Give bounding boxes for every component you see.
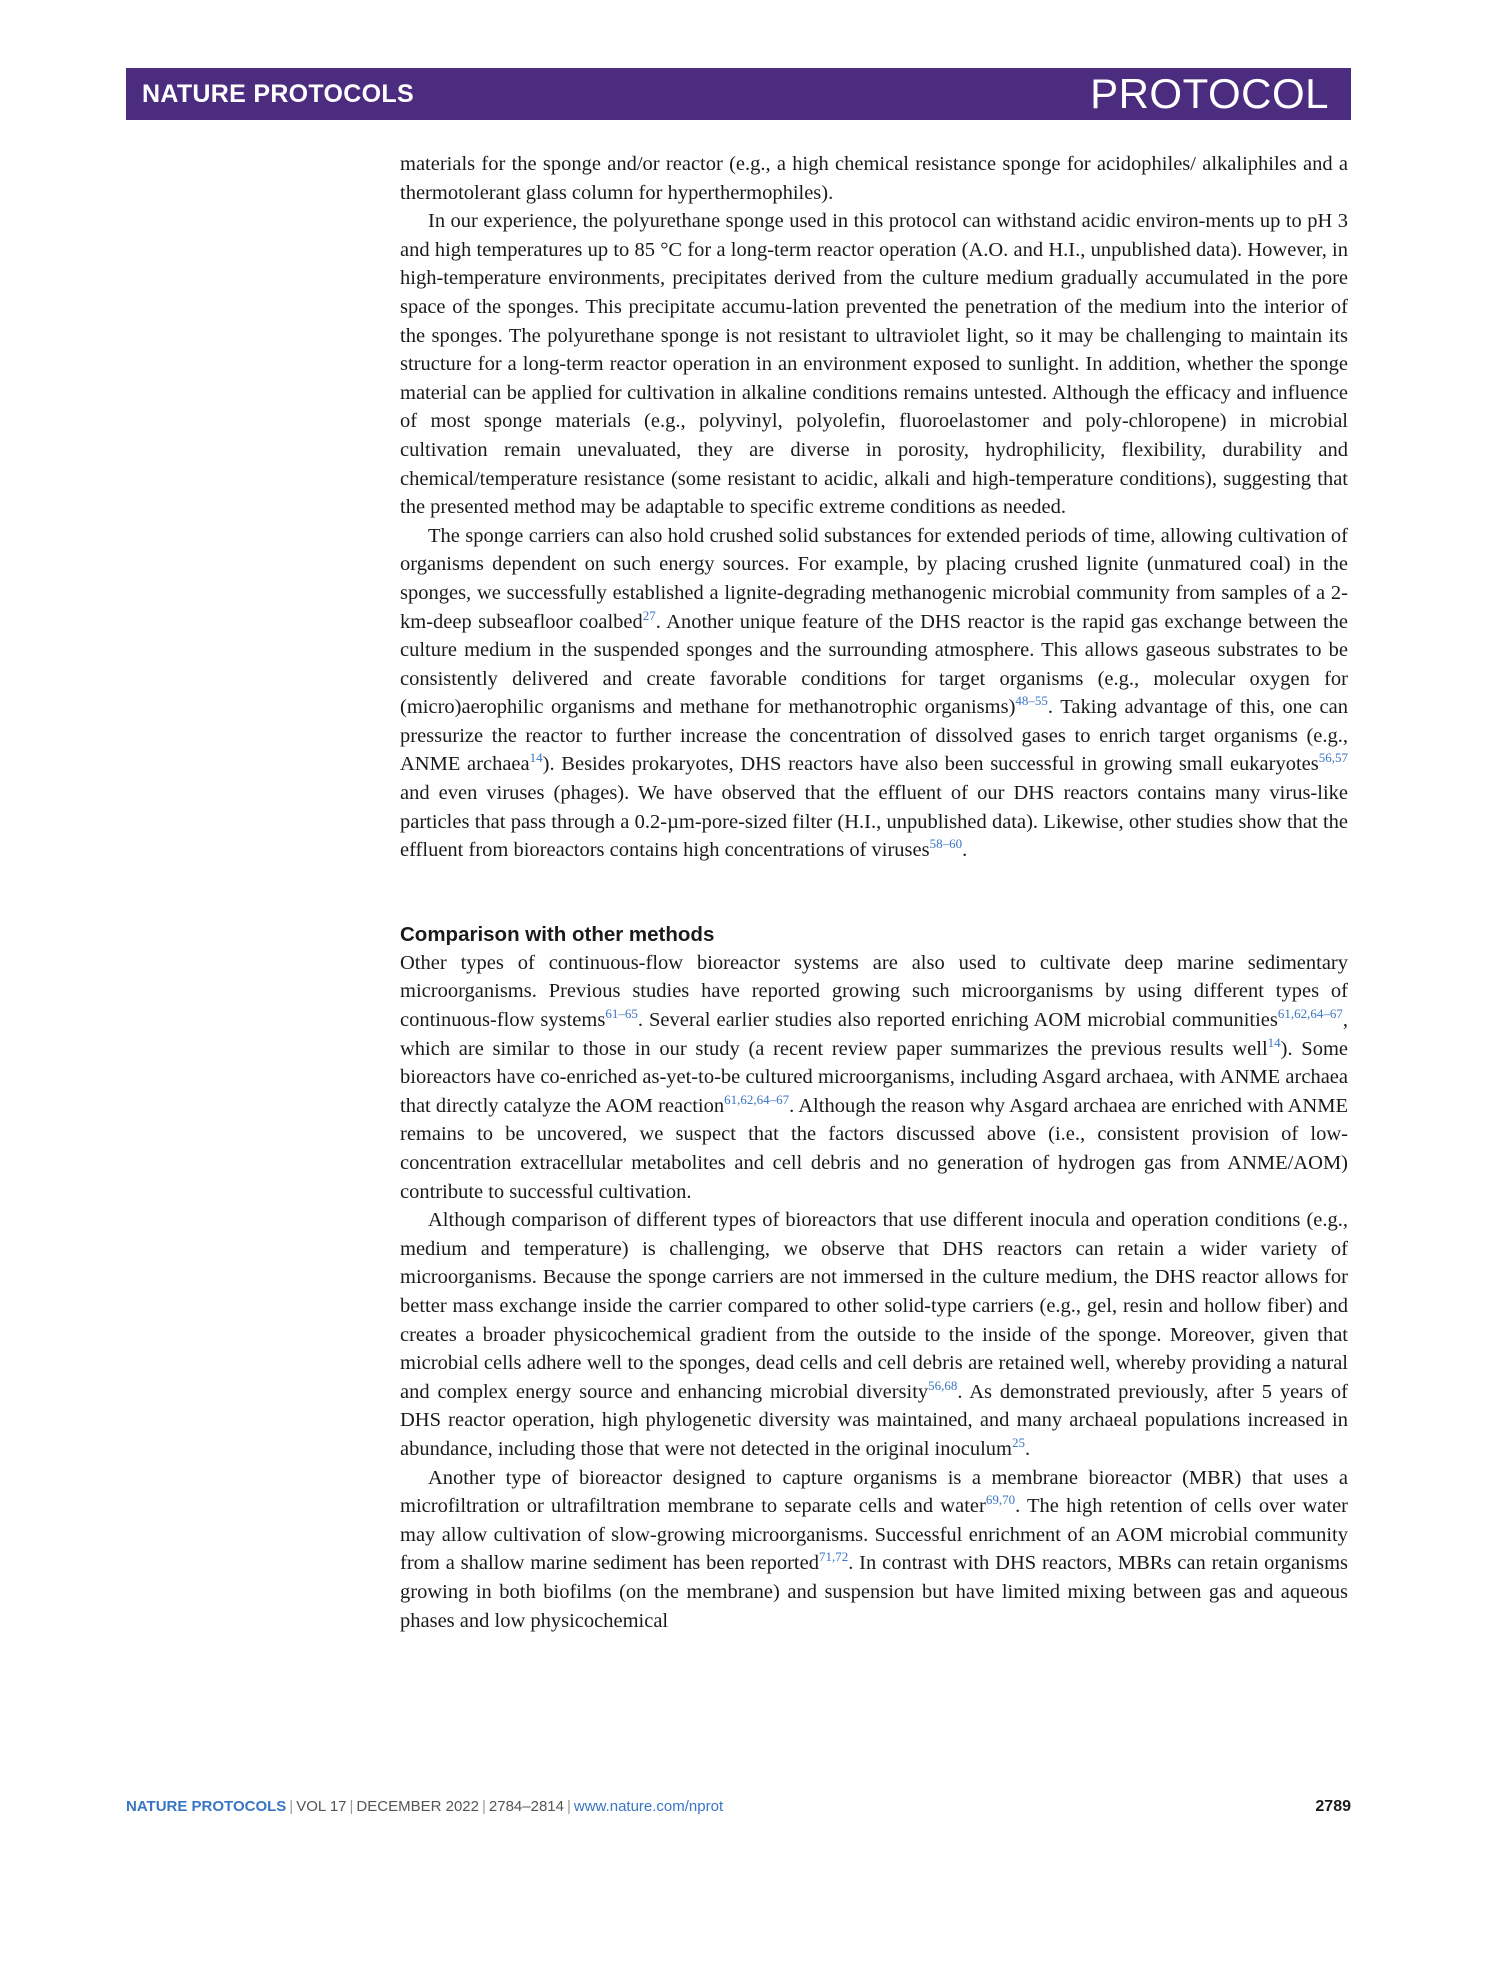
text-run: . Taking advantage of this, one can pressurize the reactor to further increase the concentration of dissolved gases to enrich target organisms (e.g., ANME archaea: [400, 696, 1348, 776]
footer-journal-name: NATURE PROTOCOLS: [126, 1798, 287, 1815]
reference-link[interactable]: 56,68: [928, 1377, 958, 1393]
article-type-label: PROTOCOL: [1090, 70, 1329, 117]
reference-link[interactable]: 56,57: [1318, 750, 1348, 766]
reference-link[interactable]: 25: [1011, 1435, 1025, 1451]
section-spacer: [400, 865, 1348, 921]
reference-link[interactable]: 58–60: [929, 836, 963, 852]
paragraph-4: [400, 949, 1348, 1206]
reference-link[interactable]: 61–65: [605, 1006, 638, 1022]
reference-link[interactable]: 48–55: [1015, 693, 1048, 709]
page-footer: [126, 1798, 1351, 1822]
text-run: Another type of bioreactor designed to capture organisms is a membrane bioreactor (MBR) that uses a microfiltration or ultrafiltration membrane to separate cells and water: [400, 1466, 1348, 1518]
reference-link[interactable]: 69,70: [985, 1492, 1016, 1508]
footer-separator: |: [566, 1798, 571, 1815]
text-run: .: [962, 839, 968, 862]
paragraph-3: [400, 522, 1348, 865]
footer-date: DECEMBER 2022: [356, 1798, 479, 1815]
footer-page-range: 2784–2814: [488, 1798, 564, 1815]
text-run: . In contrast with DHS reactors, MBRs can retain organisms growing in both biofilms (on the membrane) and suspension but have limited mixing between gas and aqueous phases and low physicochemical: [400, 1552, 1349, 1632]
text-run: , which are similar to those in our study (a recent review paper summarizes the previous results well: [400, 1009, 1348, 1060]
footer-separator: |: [481, 1798, 486, 1815]
reference-link[interactable]: 71,72: [818, 1549, 849, 1565]
paragraph-6: [400, 1464, 1348, 1636]
section-heading: Comparison with other methods: [400, 922, 715, 946]
text-run: . Although the reason why Asgard archaea are enriched with ANME remains to be uncovered, we suspect that the factors discussed above (i.e., consistent provision of low-concentration extracellular metabolites and cell debris and no generation of hydrogen gas from ANME/AOM) contribute to successful cultivation.: [400, 1094, 1348, 1203]
page-number: 2789: [1315, 1798, 1351, 1815]
footer-url-link[interactable]: www.nature.com/nprot: [573, 1798, 724, 1815]
reference-link[interactable]: 27: [642, 607, 656, 623]
text-run: Although comparison of different types of bioreactors that use different inocula and operation conditions (e.g., medium and temperature) is challenging, we observe that DHS reactors can retain a wider variety of microorganisms. Because the sponge carriers are not immersed in the culture medium, the DHS reactor allows for better mass exchange inside the carrier compared to other solid-type carriers (e.g., gel, resin and hollow fiber) and creates a broader physicochemical gradient from the outside to the inside of the sponge. Moreover, given that microbial cells adhere well to the sponges, dead cells and cell debris are retained well, whereby providing a natural and complex energy source and enhancing microbial diversity: [400, 1209, 1348, 1403]
text-run: .: [1024, 1437, 1031, 1460]
reference-link[interactable]: 14: [529, 750, 543, 766]
text-run: . Another unique feature of the DHS reactor is the rapid gas exchange between the culture medium in the suspended sponges and the surrounding atmosphere. This allows gaseous substrates to be consistently delivered and create favorable conditions for target organisms (e.g., molecular oxygen for (micro)aerophilic organisms and methane for methanotrophic organisms): [400, 610, 1348, 719]
text-run: and even viruses (phages). We have observed that the effluent of our DHS reactors contains many virus-like particles that pass through a 0.2-µm-pore-sized filter (H.I., unpublished data). Likewise, other studies show that the effluent from bioreactors contains high concentrations of viruses: [400, 782, 1348, 862]
journal-header-bar: [126, 68, 1351, 120]
paragraph-5: [400, 1206, 1348, 1463]
text-run: Other types of continuous-flow bioreactor systems are also used to cultivate deep marine sedimentary microorganisms. Previous studies have reported growing such microorganisms by using different types of continuous-flow systems: [400, 951, 1348, 1032]
footer-separator: |: [349, 1798, 354, 1815]
reference-link[interactable]: 61,62,64–67: [724, 1091, 790, 1107]
footer-separator: |: [289, 1798, 294, 1815]
article-body: [400, 150, 1348, 1635]
paragraph-1: materials for the sponge and/or reactor (e.g., a high chemical resistance sponge for acidophiles/ alkaliphiles and a thermotolerant glass column for hyperthermophiles).: [400, 153, 1348, 204]
text-run: . As demonstrated previously, after 5 years of DHS reactor operation, high phylogenetic diversity was maintained, and many archaeal populations increased in abundance, including those that were not detected in the original inoculum: [400, 1380, 1348, 1460]
text-run: The sponge carriers can also hold crushed solid substances for extended periods of time, allowing cultivation of organisms dependent on such energy sources. For example, by placing crushed lignite (unmatured coal) in the sponges, we successfully established a lignite-degrading methanogenic microbial community from samples of a 2-km-deep subseafloor coalbed: [400, 524, 1348, 633]
reference-link[interactable]: 61,62,64–67: [1277, 1006, 1343, 1022]
footer-volume: VOL 17: [296, 1798, 347, 1815]
journal-name: NATURE PROTOCOLS: [142, 80, 414, 108]
paragraph-2: In our experience, the polyurethane sponge used in this protocol can withstand acidic environ-ments up to pH 3 and high temperatures up to 85 °C for a long-term reactor operation (A.O. and H.I., unpublished data). However, in high-temperature environments, precipitates derived from the culture medium gradually accumulated in the pore space of the sponges. This precipitate accumu-lation prevented the penetration of the medium into the interior of the sponges. The polyurethane sponge is not resistant to ultraviolet light, so it may be challenging to maintain its structure for a long-term reactor operation in an environment exposed to sunlight. In addition, whether the sponge material can be applied for cultivation in alkaline conditions remains untested. Although the efficacy and influence of most sponge materials (e.g., polyvinyl, polyolefin, fluoroelastomer and poly-chloropene) in microbial cultivation remain unevaluated, they are diverse in porosity, hydrophilicity, flexibility, durability and chemical/temperature resistance (some resistant to acidic, alkali and high-temperature conditions), suggesting that the presented method may be adaptable to specific extreme conditions as needed.: [400, 210, 1348, 519]
reference-link[interactable]: 14: [1267, 1034, 1281, 1050]
text-run: . Several earlier studies also reported enriching AOM microbial communities: [637, 1009, 1278, 1032]
text-run: ). Some bioreactors have co-enriched as-yet-to-be cultured microorganisms, including Asgard archaea, with ANME archaea that directly catalyze the AOM reaction: [400, 1037, 1348, 1117]
text-run: ). Besides prokaryotes, DHS reactors have also been successful in growing small eukaryotes: [542, 753, 1319, 776]
text-run: . The high retention of cells over water may allow cultivation of slow-growing microorganisms. Successful enrichment of an AOM microbial community from a shallow marine sediment has been reported: [400, 1495, 1349, 1575]
